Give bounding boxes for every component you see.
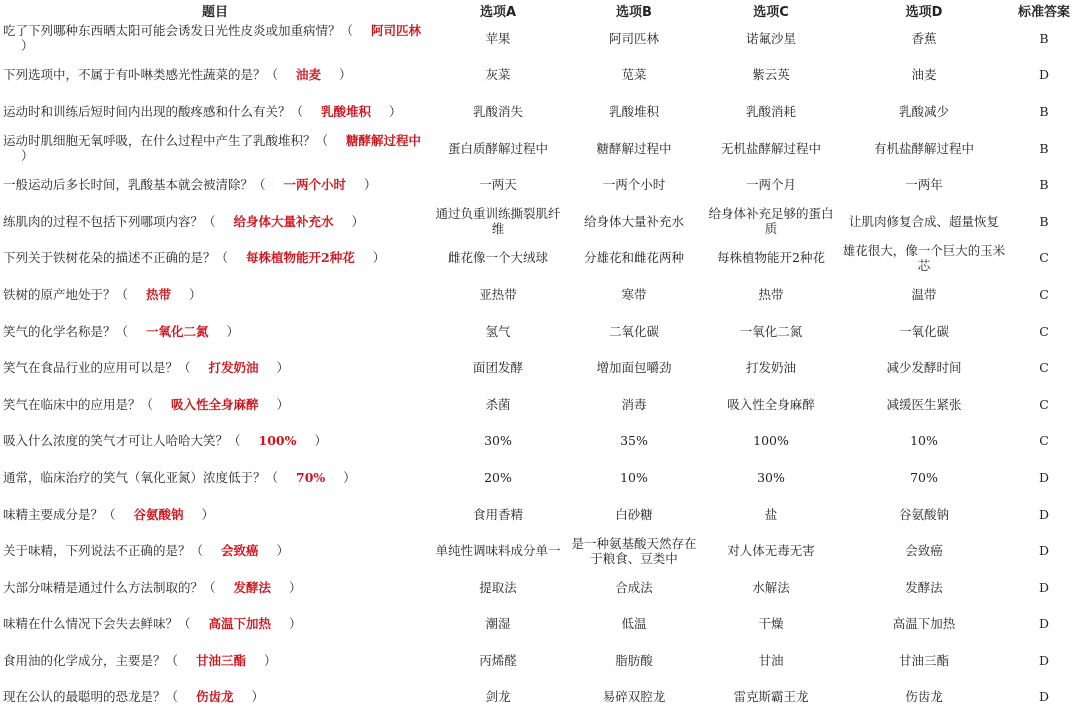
option-a-cell: 丙烯醛	[479, 652, 517, 668]
question-text: 关于味精，下列说法不正确的是？（	[3, 543, 204, 559]
question-text: 笑气的化学名称是？（	[3, 323, 129, 339]
option-b-cell: 白砂糖	[615, 506, 653, 522]
option-a-cell: 乳酸消失	[472, 103, 523, 119]
option-b-cell: 二氧化碳	[608, 323, 659, 339]
question-close-paren: ）	[339, 67, 352, 83]
answer-cell: B	[1039, 30, 1049, 46]
option-d-cell: 一氧化碳	[898, 323, 949, 339]
question-text: 吸入什么浓度的笑气才可让人哈哈大笑？（	[3, 433, 241, 449]
option-d-cell: 油麦	[911, 67, 937, 83]
option-d-cell: 高温下加热	[892, 616, 956, 632]
question-close-paren: ）	[389, 103, 402, 119]
question-cell	[0, 606, 430, 643]
option-b-cell: 一两个小时	[602, 177, 666, 193]
option-d-cell: 70%	[910, 469, 938, 485]
highlighted-answer: 热带	[146, 286, 172, 302]
option-a-cell: 潮湿	[485, 616, 511, 632]
option-a-cell: 雌花像一个大绒球	[447, 250, 548, 266]
option-c-cell: 水解法	[752, 579, 790, 595]
question-text: 铁树的原产地处于？（	[3, 286, 129, 302]
highlighted-answer: 打发奶油	[208, 360, 259, 376]
answer-cell: B	[1039, 103, 1049, 119]
header-row	[0, 0, 1080, 20]
question-close-paren: ）	[289, 616, 302, 632]
question-cell	[0, 240, 430, 277]
header-option-a: 选项A	[479, 4, 517, 20]
option-a-cell: 提取法	[479, 579, 517, 595]
option-a-cell: 一两天	[479, 177, 517, 193]
option-a-cell: 杀菌	[485, 396, 511, 412]
option-d-cell: 雄花很大，像一个巨大的玉米芯	[842, 242, 1006, 273]
option-c-cell: 无机盐酵解过程中	[720, 140, 821, 156]
option-a-cell: 面团发酵	[472, 360, 523, 376]
question-cell	[0, 642, 430, 679]
answer-cell: C	[1039, 396, 1049, 412]
option-b-cell: 给身体大量补充水	[583, 213, 684, 229]
option-b-cell: 寒带	[621, 286, 647, 302]
option-a-cell: 氢气	[485, 323, 511, 339]
question-close-paren: ）	[21, 38, 34, 54]
option-c-cell: 给身体补充足够的蛋白质	[708, 206, 834, 237]
question-text: 一般运动后多长时间，乳酸基本就会被清除？（	[3, 177, 266, 193]
option-a-cell: 单纯性调味料成分单一	[435, 543, 561, 559]
question-text: 运动时肌细胞无氧呼吸，在什么过程中产生了乳酸堆积？（	[3, 133, 329, 149]
table-row	[0, 313, 1080, 350]
answer-cell: D	[1038, 506, 1050, 522]
option-d-cell: 一两年	[905, 177, 943, 193]
question-close-paren: ）	[21, 148, 34, 164]
question-text: 练肌肉的过程不包括下列哪项内容？（	[3, 213, 216, 229]
option-a-cell: 20%	[484, 469, 512, 485]
option-c-cell: 紫云英	[752, 67, 790, 83]
table-row	[0, 166, 1080, 203]
question-cell	[0, 679, 430, 715]
option-a-cell: 蛋白质酵解过程中	[447, 140, 548, 156]
question-text: 大部分味精是通过什么方法制取的？（	[3, 579, 216, 595]
option-b-cell: 增加面包嚼劲	[596, 360, 672, 376]
answer-cell: C	[1039, 323, 1049, 339]
table-row	[0, 240, 1080, 277]
question-text: 下列关于铁树花朵的描述不正确的是？（	[3, 250, 229, 266]
answer-cell: C	[1039, 433, 1049, 449]
answer-cell: D	[1038, 616, 1050, 632]
question-cell	[0, 459, 430, 496]
option-c-cell: 干燥	[758, 616, 784, 632]
option-c-cell: 100%	[753, 433, 789, 449]
answer-cell: D	[1038, 469, 1050, 485]
table-row	[0, 386, 1080, 423]
answer-cell: D	[1038, 689, 1050, 705]
table-row	[0, 679, 1080, 715]
highlighted-answer: 糖酵解过程中	[346, 133, 422, 149]
option-a-cell: 30%	[484, 433, 512, 449]
table-row	[0, 203, 1080, 240]
option-b-cell: 低温	[621, 616, 647, 632]
highlighted-answer: 阿司匹林	[371, 23, 422, 39]
answer-cell: B	[1039, 213, 1049, 229]
highlighted-answer: 甘油三酯	[196, 652, 247, 668]
option-b-cell: 消毒	[621, 396, 647, 412]
highlighted-answer: 发酵法	[233, 579, 272, 595]
question-cell	[0, 423, 430, 460]
question-close-paren: ）	[276, 360, 290, 376]
question-cell	[0, 57, 430, 94]
highlighted-answer: 谷氨酸钠	[133, 506, 184, 522]
question-cell	[0, 20, 430, 57]
option-b-cell: 阿司匹林	[608, 30, 659, 46]
question-cell	[0, 386, 430, 423]
answer-cell: C	[1039, 286, 1049, 302]
question-close-paren: ）	[189, 286, 202, 302]
highlighted-answer: 高温下加热	[208, 616, 272, 632]
option-c-cell: 盐	[764, 506, 778, 522]
table-row	[0, 459, 1080, 496]
option-b-cell: 苋菜	[621, 67, 647, 83]
option-c-cell: 诺氟沙星	[745, 30, 796, 46]
answer-cell: D	[1038, 652, 1050, 668]
highlighted-answer: 70%	[296, 469, 326, 485]
option-a-cell: 苹果	[485, 30, 511, 46]
option-b-cell: 合成法	[615, 579, 653, 595]
option-c-cell: 打发奶油	[745, 360, 796, 376]
table-row	[0, 276, 1080, 313]
highlighted-answer: 一氧化二氮	[146, 323, 209, 339]
question-cell	[0, 532, 430, 569]
question-text: 食用油的化学成分，主要是？（	[3, 652, 179, 668]
option-d-cell: 伤齿龙	[905, 689, 943, 705]
question-cell	[0, 130, 430, 167]
option-c-cell: 吸入性全身麻醉	[727, 396, 815, 412]
question-cell	[0, 569, 430, 606]
highlighted-answer: 给身体大量补充水	[233, 213, 334, 229]
table-row	[0, 569, 1080, 606]
question-cell	[0, 203, 430, 240]
table-row	[0, 606, 1080, 643]
option-b-cell: 易碎双腔龙	[602, 689, 666, 705]
question-cell	[0, 276, 430, 313]
highlighted-answer: 每株植物能开2种花	[246, 250, 355, 266]
question-text: 笑气在食品行业的应用可以是？（	[3, 360, 191, 376]
option-c-cell: 乳酸消耗	[745, 103, 796, 119]
question-cell	[0, 166, 430, 203]
question-close-paren: ）	[372, 250, 386, 266]
option-b-cell: 35%	[620, 433, 648, 449]
question-text: 味精主要成分是？（	[3, 506, 116, 522]
answer-cell: C	[1039, 360, 1049, 376]
question-close-paren: ）	[201, 506, 215, 522]
question-close-paren: ）	[276, 396, 290, 412]
question-text: 运动时和训练后短时间内出现的酸疼感和什么有关？（	[3, 103, 304, 119]
option-d-cell: 10%	[910, 433, 938, 449]
option-d-cell: 有机盐酵解过程中	[873, 140, 974, 156]
option-a-cell: 亚热带	[479, 286, 517, 302]
option-c-cell: 对人体无毒无害	[727, 543, 815, 559]
header-question: 题目	[201, 4, 228, 20]
table-row	[0, 57, 1080, 94]
question-close-paren: ）	[364, 177, 377, 193]
highlighted-answer: 伤齿龙	[196, 689, 234, 705]
answer-cell: D	[1038, 543, 1050, 559]
question-close-paren: ）	[343, 469, 356, 485]
option-d-cell: 香蕉	[911, 30, 937, 46]
option-c-cell: 30%	[757, 469, 785, 485]
option-b-cell: 乳酸堆积	[608, 103, 659, 119]
answer-cell: B	[1039, 140, 1049, 156]
table-row	[0, 130, 1080, 167]
question-close-paren: ）	[264, 652, 277, 668]
highlighted-answer: 100%	[258, 433, 297, 449]
header-option-b: 选项B	[616, 4, 652, 20]
option-a-cell: 剑龙	[485, 689, 511, 705]
question-close-paren: ）	[314, 433, 328, 449]
option-d-cell: 会致癌	[905, 543, 943, 559]
option-c-cell: 雷克斯霸王龙	[733, 689, 809, 705]
table-row	[0, 349, 1080, 386]
option-a-cell: 灰菜	[485, 67, 511, 83]
option-c-cell: 每株植物能开2种花	[717, 250, 825, 266]
question-close-paren: ）	[351, 213, 365, 229]
header-option-d: 选项D	[905, 4, 943, 20]
option-b-cell: 糖酵解过程中	[596, 140, 672, 156]
table-row	[0, 93, 1080, 130]
highlighted-answer: 一两个小时	[283, 177, 347, 193]
table-row	[0, 532, 1080, 569]
highlighted-answer: 油麦	[296, 67, 322, 83]
option-d-cell: 让肌肉修复合成、超量恢复	[848, 213, 999, 229]
table-row	[0, 642, 1080, 679]
option-c-cell: 甘油	[758, 652, 784, 668]
question-text: 吃了下列哪种东西晒太阳可能会诱发日光性皮炎或加重病情？（	[3, 23, 354, 39]
option-d-cell: 减少发酵时间	[886, 360, 962, 376]
option-d-cell: 温带	[911, 286, 937, 302]
option-d-cell: 谷氨酸钠	[898, 506, 949, 522]
option-c-cell: 一氧化二氮	[739, 323, 803, 339]
answer-cell: D	[1038, 579, 1050, 595]
option-b-cell: 是一种氨基酸天然存在于粮食、豆类中	[571, 535, 697, 566]
question-cell	[0, 93, 430, 130]
question-text: 味精在什么情况下会失去鲜味？（	[3, 616, 191, 632]
question-text: 通常，临床治疗的笑气（氧化亚氮）浓度低于？（	[3, 469, 279, 485]
header-answer: 标准答案	[1017, 4, 1070, 20]
option-b-cell: 10%	[620, 469, 648, 485]
option-b-cell: 脂肪酸	[615, 652, 653, 668]
question-cell	[0, 349, 430, 386]
table-row	[0, 496, 1080, 533]
question-text: 现在公认的最聪明的恐龙是？（	[3, 689, 179, 705]
option-a-cell: 通过负重训练撕裂肌纤维	[435, 206, 561, 237]
option-d-cell: 发酵法	[905, 579, 943, 595]
question-cell	[0, 496, 430, 533]
question-close-paren: ）	[226, 323, 240, 339]
option-c-cell: 一两个月	[745, 177, 796, 193]
answer-cell: D	[1038, 67, 1050, 83]
highlighted-answer: 会致癌	[221, 543, 259, 559]
highlighted-answer: 吸入性全身麻醉	[171, 396, 259, 412]
table-row	[0, 423, 1080, 460]
question-close-paren: ）	[276, 543, 290, 559]
answer-cell: C	[1039, 250, 1049, 266]
question-cell	[0, 313, 430, 350]
option-c-cell: 热带	[758, 286, 784, 302]
answer-cell: B	[1039, 177, 1049, 193]
header-option-c: 选项C	[753, 4, 789, 20]
highlighted-answer: 乳酸堆积	[321, 103, 372, 119]
option-d-cell: 减缓医生紧张	[886, 396, 962, 412]
table-row	[0, 20, 1080, 57]
option-b-cell: 分雄花和雌花两种	[583, 250, 684, 266]
question-close-paren: ）	[289, 579, 302, 595]
option-d-cell: 乳酸减少	[898, 103, 949, 119]
question-text: 笑气在临床中的应用是？（	[3, 396, 154, 412]
question-text: 下列选项中，不属于有卟啉类感光性蔬菜的是？（	[3, 67, 279, 83]
option-d-cell: 甘油三酯	[898, 652, 949, 668]
question-close-paren: ）	[251, 689, 265, 705]
option-a-cell: 食用香精	[472, 506, 523, 522]
